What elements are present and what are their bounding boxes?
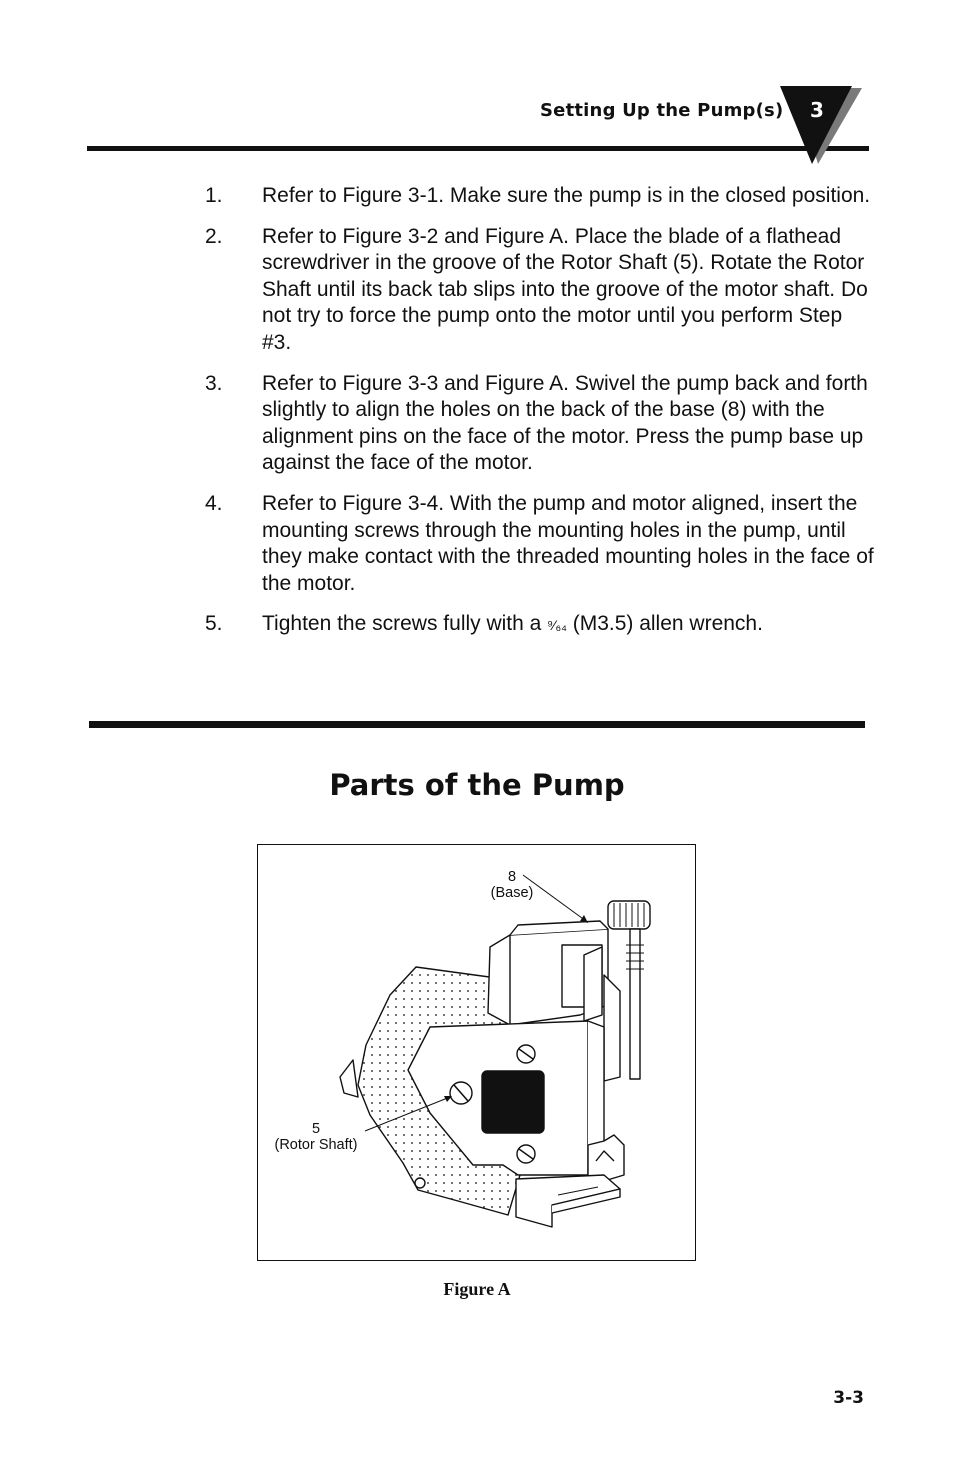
step-number: 3. (205, 371, 223, 395)
callout-base (486, 869, 538, 901)
step-number: 2. (205, 224, 223, 248)
instruction-steps (205, 183, 875, 653)
pump-illustration (258, 845, 695, 1260)
header-rule (87, 146, 869, 151)
callout-label: (Rotor Shaft) (274, 1137, 358, 1153)
list-item (205, 224, 875, 357)
callout-rotor-shaft (266, 1121, 366, 1153)
step-text-before: Tighten the screws fully with a (262, 612, 548, 636)
section-title: Parts of the Pump (329, 768, 625, 802)
list-item (205, 491, 875, 597)
step-number: 1. (205, 184, 223, 207)
chapter-number: 3 (810, 98, 824, 122)
step-text: Refer to Figure 3-2 and Figure A. Place the blade of a flathead screwdriver in the groove of the Rotor Shaft (5). Rotate the Rotor Shaft until its back tab slips into the groove of the motor shaft. Do not try to force the pump onto the motor until you perform Step #3. (262, 224, 868, 354)
step-text: Refer to Figure 3-3 and Figure A. Swivel the pump back and forth slightly to align the holes on the back of the base (8) with the alignment pins on the face of the motor. Press the pump base up against the face of the motor. (262, 371, 868, 475)
list-item (205, 371, 875, 477)
callout-label: (Base) (490, 885, 534, 901)
list-item (205, 183, 875, 210)
header-title: Setting Up the Pump(s) (540, 100, 784, 121)
step-text: Refer to Figure 3-4. With the pump and motor aligned, insert the mounting screws through the mounting holes in the pump, until they make contact with the threaded mounting holes in the face of the motor. (262, 491, 874, 595)
callout-number: 8 (507, 869, 517, 885)
figure-caption: Figure A (443, 1279, 511, 1299)
list-item (205, 611, 875, 639)
step-text-after: (M3.5) allen wrench. (566, 612, 763, 636)
chapter-tab (778, 86, 864, 166)
page-number: 3-3 (833, 1388, 864, 1408)
step-number: 4. (205, 491, 223, 515)
step-text: Refer to Figure 3-1. Make sure the pump is in the closed position. (262, 184, 871, 207)
callout-number: 5 (311, 1121, 321, 1137)
figure-frame (257, 844, 696, 1261)
step-text (262, 611, 875, 639)
step-number: 5. (205, 612, 223, 636)
section-rule (89, 721, 865, 728)
wrench-size-fraction: ⁹⁄₆₄ (547, 617, 567, 634)
